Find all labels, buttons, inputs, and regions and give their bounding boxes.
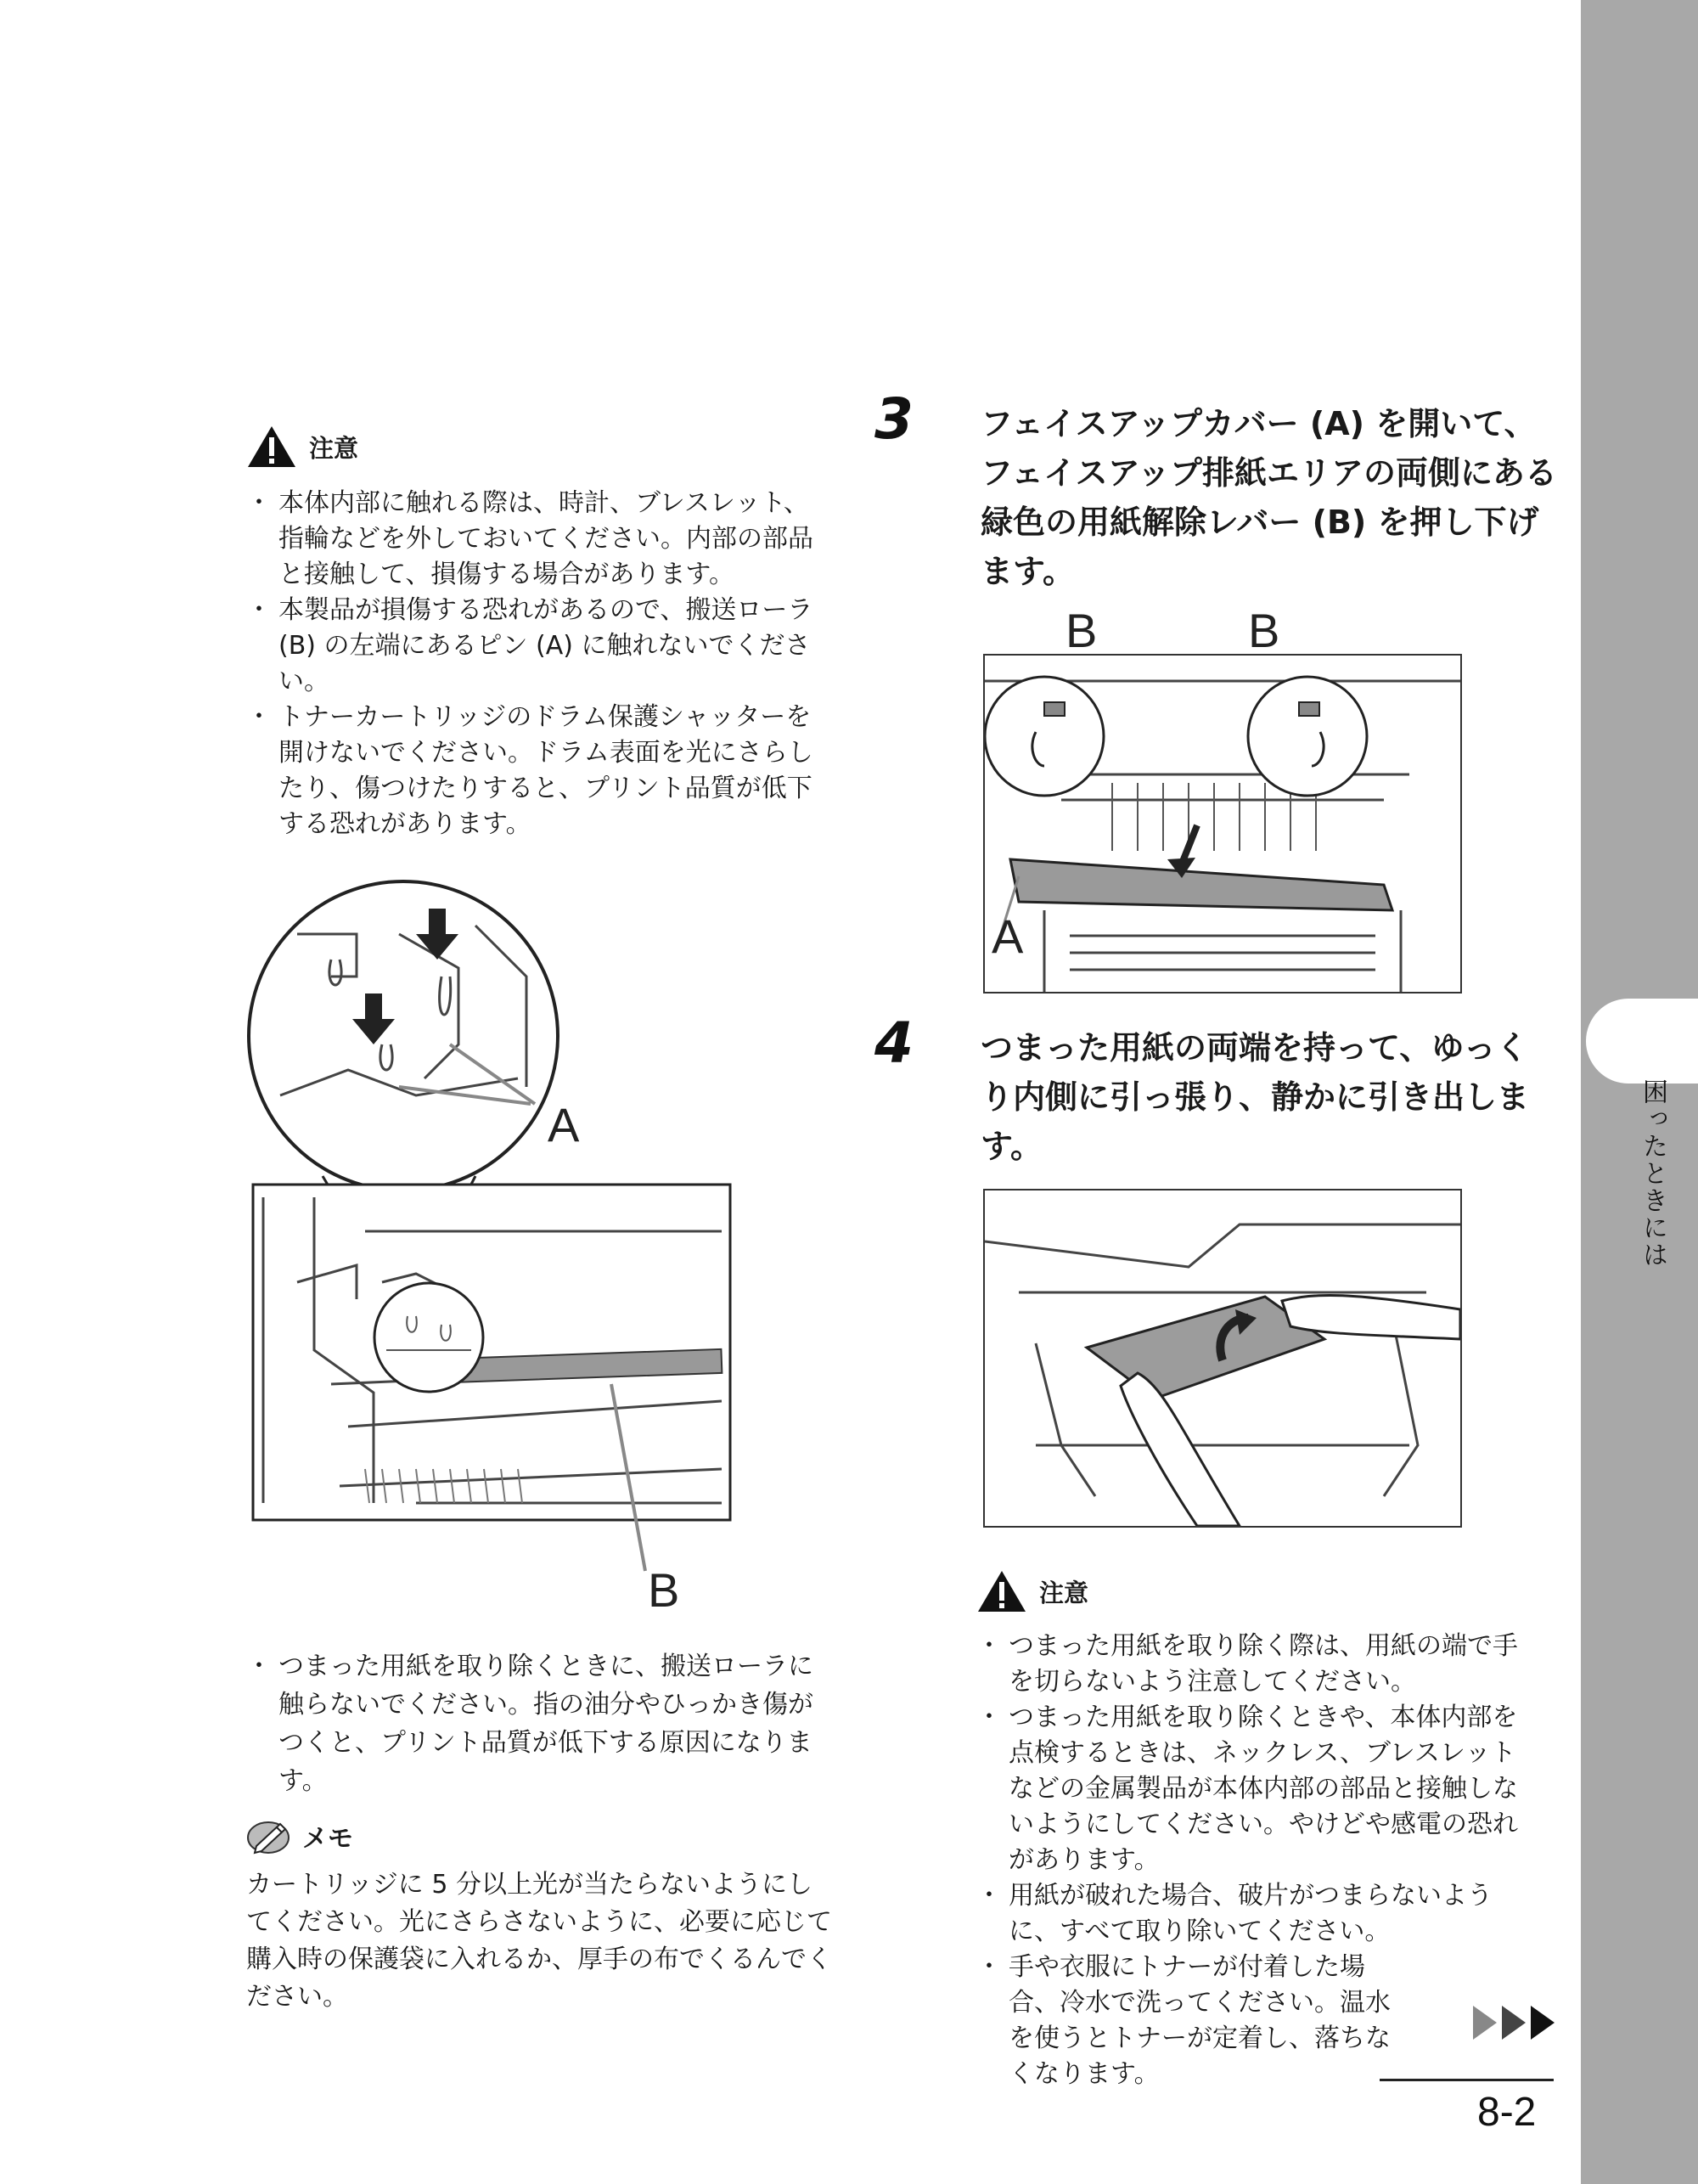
caution-title-1: 注意 xyxy=(309,433,359,463)
chapter-tab[interactable] xyxy=(1586,999,1698,1084)
step-3-label-b-left: B xyxy=(1065,604,1098,657)
caution-item: ・ 本製品が損傷する恐れがあるので、搬送ローラ (B) の左端にあるピン (A) に触れないでください。 xyxy=(246,593,832,700)
memo-title: メモ xyxy=(302,1824,353,1854)
step-3-label-a: A xyxy=(992,909,1024,963)
memo-box xyxy=(246,1817,832,2016)
memo-text: カートリッジに 5 分以上光が当たらないようにしてください。光にさらさないように、必要に応じて購入時の保護袋に入れるか、厚手の布でくるんでください。 xyxy=(246,1870,832,2012)
memo-pencil-icon xyxy=(246,1817,292,1855)
step-3-label-b-right: B xyxy=(1248,604,1280,657)
caution-box-2 xyxy=(976,1569,1554,2092)
next-page-arrows-icon[interactable] xyxy=(1473,2004,1558,2041)
caution-heading-2 xyxy=(976,1569,1554,1613)
caution-list-1 xyxy=(246,486,832,842)
step-3-text: フェイスアップカバー (A) を開いて、フェイスアップ排紙エリアの両側にある緑色の用紙解除レバー (B) を押し下げます。 xyxy=(981,405,1558,590)
caution-item: ・ つまった用紙を取り除くときに、搬送ローラに触らないでください。指の油分やひっかき傷がつくと、プリント品質が低下する原因になります。 xyxy=(246,1647,832,1800)
paper-removal-illustration xyxy=(985,1191,1460,1526)
face-up-cover-illustration xyxy=(985,656,1460,992)
step-4-text: つまった用紙の両端を持って、ゆっくり内側に引っ張り、静かに引き出します。 xyxy=(981,1029,1530,1165)
caution-list-2 xyxy=(976,1629,1537,2092)
caution-item: ・ トナーカートリッジのドラム保護シャッターを開けないでください。ドラム表面を光にさらしたり、傷つけたりすると、プリント品質が低下する恐れがあります。 xyxy=(246,700,832,842)
footer-rule xyxy=(1380,2079,1554,2081)
caution-heading-1 xyxy=(246,425,832,469)
caution-extra xyxy=(246,1647,832,1800)
caution-item: ・ つまった用紙を取り除く際は、用紙の端で手を切らないよう注意してください。 xyxy=(976,1629,1537,1700)
caution-item: ・ 手や衣服にトナーが付着した場合、冷水で洗ってください。温水を使うとトナーが定着し、落ちなくなります。 xyxy=(976,1950,1537,2092)
step-3-number: 3 xyxy=(874,386,914,452)
roller-pin-figure xyxy=(246,875,739,1617)
step-3-figure xyxy=(983,654,1462,993)
figure-label-b: B xyxy=(648,1563,680,1617)
caution-item: ・ つまった用紙を取り除くときや、本体内部を点検するときは、ネックレス、ブレスレットなどの金属製品が本体内部の部品と接触しないようにしてください。やけどや感電の恐れがあります。 xyxy=(976,1700,1537,1878)
printer-interior-illustration xyxy=(246,875,739,1613)
caution-title-2: 注意 xyxy=(1039,1578,1089,1607)
caution-box-1 xyxy=(246,425,832,842)
warning-icon xyxy=(976,1569,1027,1613)
figure-label-a: A xyxy=(548,1098,580,1151)
chapter-label: 困ったときには xyxy=(1638,1078,1667,1269)
warning-icon xyxy=(246,425,297,469)
step-4-figure xyxy=(983,1189,1462,1528)
caution-item: ・ 本体内部に触れる際は、時計、ブレスレット、指輪などを外しておいてください。内部の部品と接触して、損傷する場合があります。 xyxy=(246,486,832,593)
step-4-number: 4 xyxy=(874,1010,914,1076)
caution-item: ・ 用紙が破れた場合、破片がつまらないように、すべて取り除いてください。 xyxy=(976,1878,1537,1950)
memo-heading xyxy=(246,1817,832,1855)
page-number: 8-2 xyxy=(1477,2090,1537,2135)
